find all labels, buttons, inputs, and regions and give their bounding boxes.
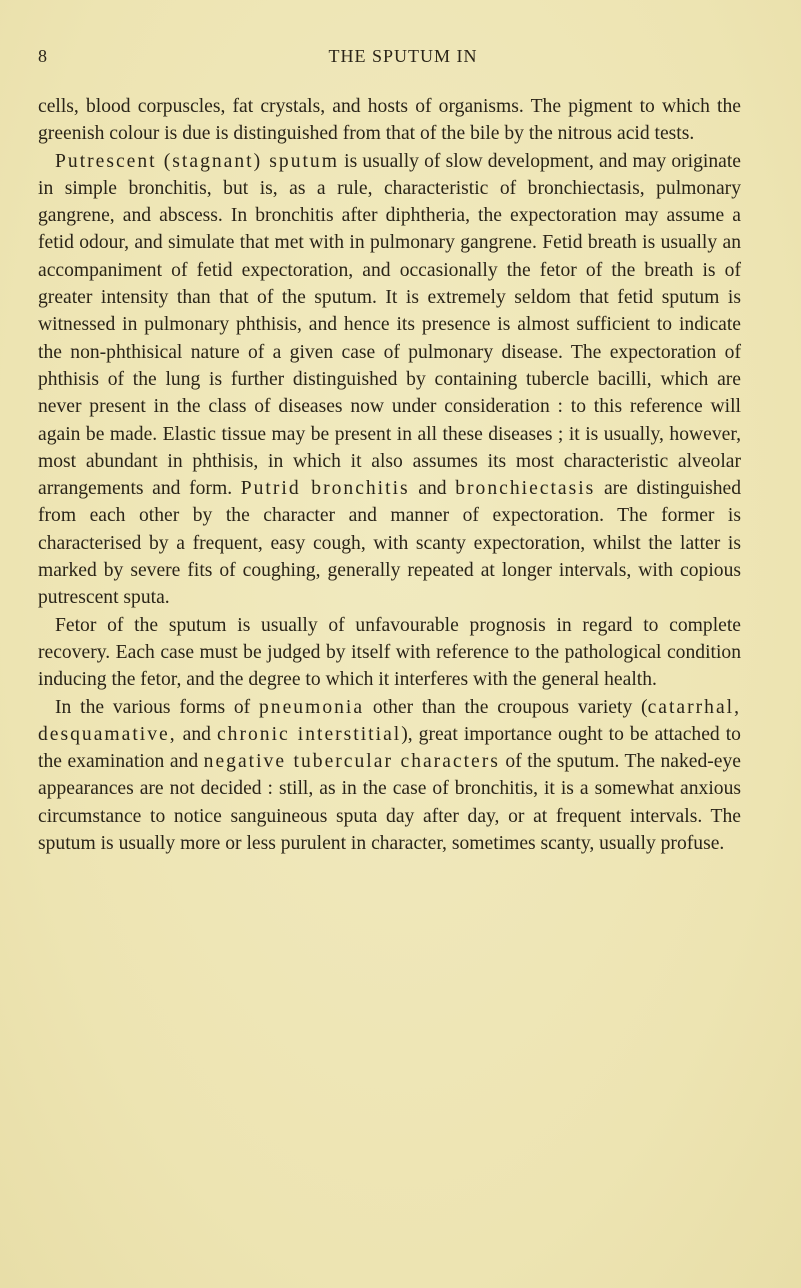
paragraph-text: and xyxy=(409,478,456,500)
paragraph-continuation xyxy=(38,93,741,148)
term-pneumonia: pneumonia xyxy=(259,696,365,718)
term-negative-tubercular: negative tubercular characters xyxy=(203,751,500,773)
term-catarrhal-desquamative: catarrhal, desquamative, xyxy=(38,696,741,745)
paragraph-text: of the sputum. The naked-eye appearances are not decided : still, as in the case of bronchitis, it is a somewhat anxious circumstance to notice sanguineous sputa day after day, or at frequent intervals. The sputum is usually more or less purulent in character, sometimes scanty, usually profuse. xyxy=(38,751,741,855)
paragraph-fetor xyxy=(38,612,741,694)
term-putrescent: Putrescent (stagnant) sputum xyxy=(55,150,339,172)
paragraph-text: cells, blood corpuscles, fat crystals, and hosts of organisms. The pigment to which the greenish colour is due is distinguished from that of the bile by the nitrous acid tests. xyxy=(38,96,741,145)
body-text xyxy=(38,93,741,857)
paragraph-text: is usually of slow development, and may originate in simple bronchitis, but is, as a rule, characteristic of bronchiectasis, pulmonary gangrene, and abscess. In bronchitis after diphtheria, the expectoration may assume a fetid odour, and simulate that met with in pulmonary gangrene. Fetid breath is usually an accompaniment of fetid expectoration, and occasionally the fetor of the breath is of greater intensity than that of the sputum. It is extremely seldom that fetid sputum is witnessed in pulmonary phthisis, and hence its presence is almost sufficient to indicate the non-phthisical nature of a given case of pulmonary disease. The expectoration of phthisis of the lung is further distinguished by containing tubercle bacilli, which are never present in the class of diseases now under consideration : to this reference will again be made. Elastic tissue may be present in all these diseases ; it is usually, however, most abundant in phthisis, in which it also assumes its most characteristic alveolar arrangements and form. xyxy=(38,150,741,500)
paragraph-pneumonia xyxy=(38,694,741,858)
term-putrid-bronchitis: Putrid bronchitis xyxy=(240,478,410,500)
running-head xyxy=(38,46,738,72)
paragraph-text: and xyxy=(176,723,217,745)
running-title: THE SPUTUM IN xyxy=(328,46,478,66)
paragraph-text: In the various forms of xyxy=(55,696,259,718)
paragraph-text: other than the croupous variety ( xyxy=(364,696,648,718)
term-bronchiectasis: bronchiectasis xyxy=(455,478,596,500)
paragraph-text: are distinguished from each other by the character and manner of expectoration. The former is characterised by a frequent, easy cough, with scanty expectoration, whilst the latter is marked by severe fits of coughing, generally repeated at longer intervals, with copious putrescent sputa. xyxy=(38,478,742,609)
paragraph-putrescent xyxy=(38,148,741,612)
page-number: 8 xyxy=(38,46,47,66)
paragraph-text: Fetor of the sputum is usually of unfavourable prognosis in regard to complete recovery. Each case must be judged by itself with reference to the pathological condition inducing the fetor, and the degree to which it interferes with the general health. xyxy=(38,614,741,691)
term-chronic-interstitial: chronic interstitial xyxy=(216,723,402,745)
paragraph-text: ), great importance ought to be attached to the examination and xyxy=(38,723,741,773)
